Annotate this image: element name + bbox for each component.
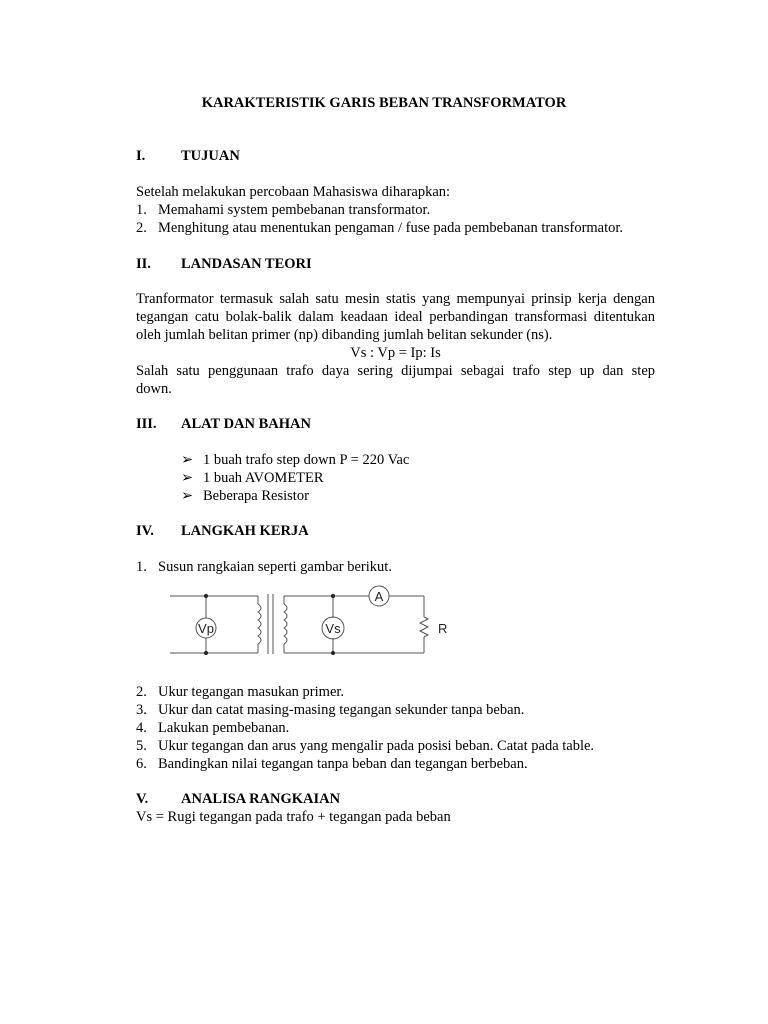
- arrow-bullet-icon: ➢: [181, 452, 194, 468]
- arrow-bullet-icon: ➢: [181, 488, 194, 504]
- langkah-step-5: Ukur tegangan dan arus yang mengalir pada posisi beban. Catat pada table.: [158, 738, 595, 754]
- ammeter-label: A: [374, 589, 384, 604]
- section-1-number: I.: [136, 148, 146, 164]
- document-title: KARAKTERISTIK GARIS BEBAN TRANSFORMATOR: [201, 95, 567, 111]
- alat-item-2: 1 buah AVOMETER: [203, 470, 324, 486]
- vp-label: Vp: [198, 621, 214, 636]
- langkah-step-4-number: 4.: [136, 720, 147, 736]
- teori-formula: Vs : Vp = Ip: Is: [350, 345, 441, 361]
- analisa-text: Vs = Rugi tegangan pada trafo + tegangan pada beban: [136, 809, 451, 825]
- alat-item-3: Beberapa Resistor: [203, 488, 309, 504]
- tujuan-item-1-number: 1.: [136, 202, 147, 218]
- secondary-coil: [284, 604, 287, 644]
- section-4-number: IV.: [136, 523, 154, 539]
- tujuan-intro: Setelah melakukan percobaan Mahasiswa diharapkan:: [136, 184, 451, 200]
- section-1-title: TUJUAN: [181, 148, 240, 164]
- section-4-title: LANGKAH KERJA: [181, 523, 309, 539]
- langkah-step-5-number: 5.: [136, 738, 147, 754]
- circuit-diagram: [168, 584, 458, 664]
- langkah-step-4: Lakukan pembebanan.: [158, 720, 290, 736]
- section-3-number: III.: [136, 416, 157, 432]
- langkah-step-6: Bandingkan nilai tegangan tanpa beban dan tegangan berbeban.: [158, 756, 528, 772]
- langkah-step-6-number: 6.: [136, 756, 147, 772]
- teori-line-4: Salah satu penggunaan trafo daya sering dijumpai sebagai trafo step up dan step: [136, 363, 655, 379]
- primary-coil: [258, 604, 261, 644]
- tujuan-item-1: Memahami system pembebanan transformator.: [158, 202, 431, 218]
- junction-dot: [204, 651, 208, 655]
- teori-line-2: tegangan catu bolak-balik dalam keadaan ideal perbandingan transformasi ditentukan: [136, 309, 655, 325]
- teori-line-5: down.: [136, 381, 172, 397]
- langkah-step-2: Ukur tegangan masukan primer.: [158, 684, 345, 700]
- tujuan-item-2-number: 2.: [136, 220, 147, 236]
- section-3-title: ALAT DAN BAHAN: [181, 416, 311, 432]
- langkah-step-2-number: 2.: [136, 684, 147, 700]
- junction-dot: [331, 594, 335, 598]
- vs-label: Vs: [325, 621, 341, 636]
- section-2-title: LANDASAN TEORI: [181, 256, 312, 272]
- resistor-label: R: [438, 621, 448, 636]
- junction-dot: [331, 651, 335, 655]
- alat-item-1: 1 buah trafo step down P = 220 Vac: [203, 452, 410, 468]
- langkah-step-1: Susun rangkaian seperti gambar berikut.: [158, 559, 392, 575]
- section-2-number: II.: [136, 256, 151, 272]
- section-5-number: V.: [136, 791, 149, 807]
- teori-line-3: oleh jumlah belitan primer (np) dibanding jumlah belitan sekunder (ns).: [136, 327, 553, 343]
- langkah-step-1-number: 1.: [136, 559, 147, 575]
- teori-line-1: Tranformator termasuk salah satu mesin statis yang mempunyai prinsip kerja dengan: [136, 291, 655, 307]
- resistor-icon: [420, 617, 428, 637]
- arrow-bullet-icon: ➢: [181, 470, 194, 486]
- junction-dot: [204, 594, 208, 598]
- section-5-title: ANALISA RANGKAIAN: [181, 791, 341, 807]
- langkah-step-3: Ukur dan catat masing-masing tegangan sekunder tanpa beban.: [158, 702, 525, 718]
- langkah-step-3-number: 3.: [136, 702, 147, 718]
- tujuan-item-2: Menghitung atau menentukan pengaman / fuse pada pembebanan transformator.: [158, 220, 624, 236]
